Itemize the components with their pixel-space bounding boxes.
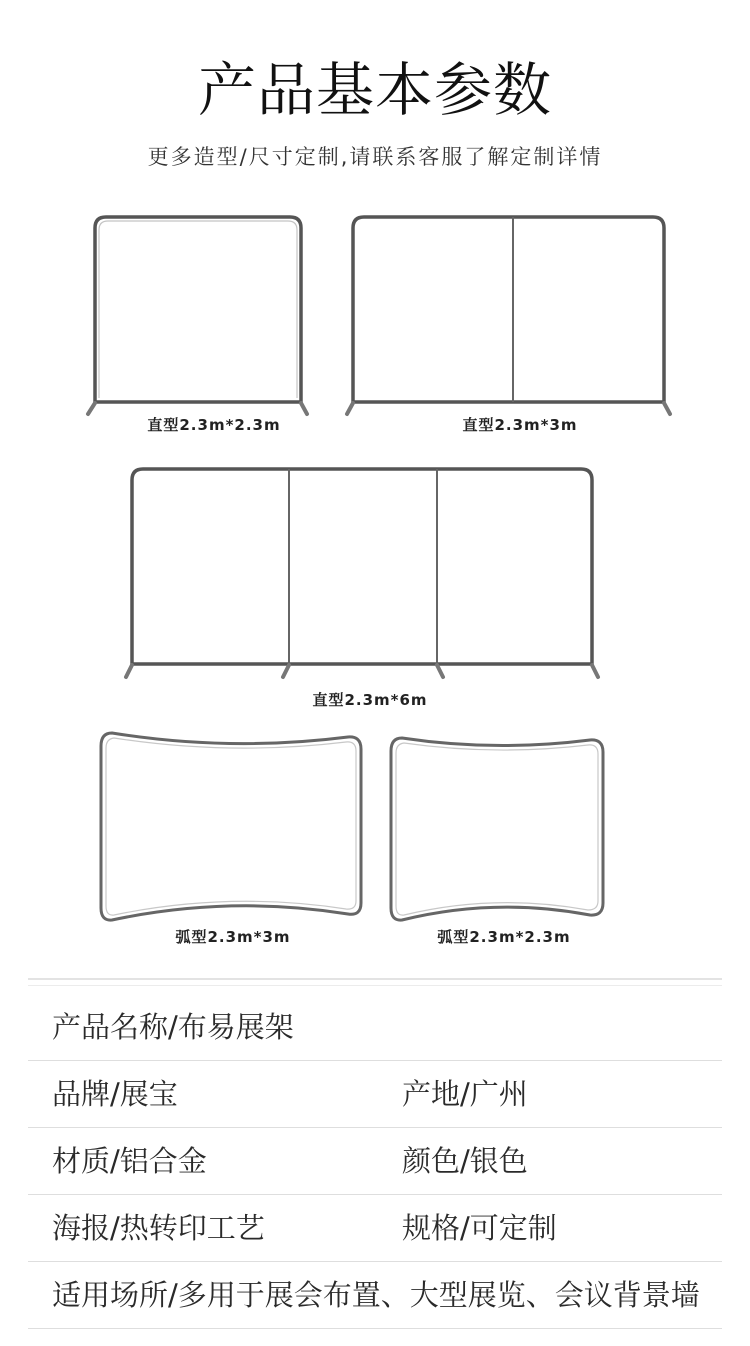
frame-label: 直型2.3m*6m <box>312 691 428 709</box>
spec-color: 颜色/银色 <box>402 1144 528 1178</box>
spec-print: 海报/热转印工艺 <box>52 1211 265 1245</box>
page-subtitle: 更多造型/尺寸定制,请联系客服了解定制详情 <box>147 145 603 169</box>
frame-straight-2-3x2-3 <box>88 217 307 434</box>
page-title: 产品基本参数 <box>197 56 552 124</box>
frame-curved-2-3x3 <box>101 733 361 946</box>
frame-label: 弧型2.3m*2.3m <box>437 928 571 946</box>
spec-brand: 品牌/展宝 <box>52 1077 178 1111</box>
spec-row <box>28 994 722 1061</box>
spec-row <box>28 1262 722 1329</box>
spec-size: 规格/可定制 <box>402 1211 557 1245</box>
frame-label: 直型2.3m*2.3m <box>147 416 281 434</box>
spec-row <box>28 1061 722 1128</box>
spec-row <box>28 1128 722 1195</box>
frame-label: 弧型2.3m*3m <box>175 928 291 946</box>
frame-straight-2-3x6 <box>126 469 598 709</box>
spec-product-name: 产品名称/布易展架 <box>52 1010 294 1044</box>
section-divider-thin <box>28 985 722 986</box>
spec-usage: 适用场所/多用于展会布置、大型展览、会议背景墙 <box>52 1278 700 1312</box>
spec-origin: 产地/广州 <box>402 1077 528 1111</box>
spec-material: 材质/铝合金 <box>52 1144 207 1178</box>
frame-straight-2-3x3 <box>347 217 670 434</box>
section-divider <box>28 978 722 980</box>
frame-curved-2-3x2-3 <box>391 738 603 946</box>
frame-label: 直型2.3m*3m <box>462 416 578 434</box>
spec-row <box>28 1195 722 1262</box>
